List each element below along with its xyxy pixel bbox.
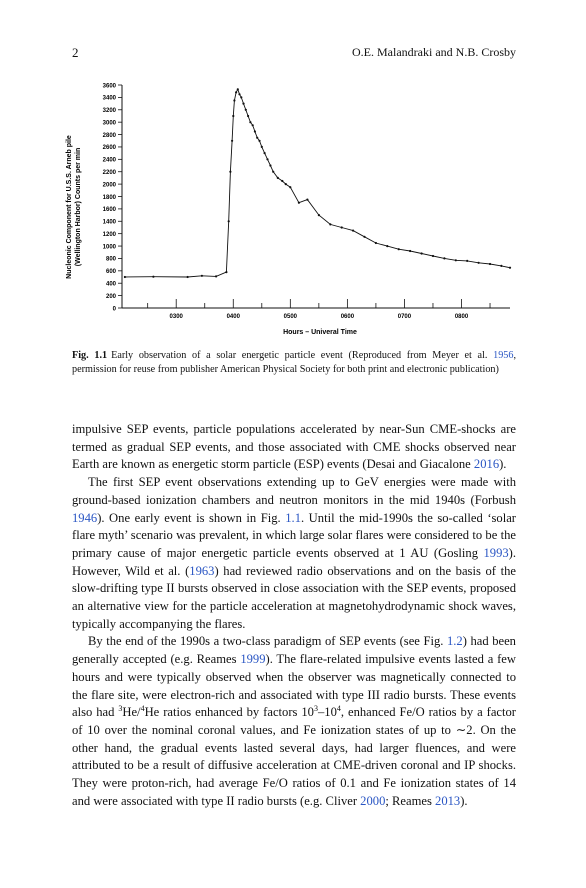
data-point: [232, 115, 234, 117]
y-tick-label: 200: [105, 293, 116, 300]
chart-series: [124, 88, 511, 278]
y-axis-ticks: [103, 83, 122, 312]
data-point: [238, 93, 240, 95]
figure-caption: [72, 349, 516, 377]
x-tick-label: 0500: [283, 314, 298, 320]
caption-label: Fig. 1.1: [72, 350, 108, 361]
data-point: [398, 248, 400, 250]
data-point: [225, 271, 227, 273]
data-point: [306, 199, 308, 201]
data-point: [363, 236, 365, 238]
x-axis-label: Hours – Univeral Time: [283, 329, 357, 336]
data-point: [269, 164, 271, 166]
y-tick-label: 1400: [102, 219, 116, 226]
data-point: [245, 109, 247, 111]
citation-link[interactable]: 2013: [435, 793, 461, 808]
y-tick-label: 1800: [102, 194, 116, 201]
data-point: [318, 214, 320, 216]
data-point: [201, 275, 203, 277]
paragraph-3: [72, 633, 516, 810]
paragraph-1-end: ).: [499, 457, 507, 472]
data-point: [229, 171, 231, 173]
paragraph-3-text: –10: [317, 705, 337, 720]
data-point: [281, 180, 283, 182]
data-point: [489, 263, 491, 265]
page-number: 2: [72, 45, 79, 60]
paragraph-1: [72, 421, 516, 474]
data-point: [228, 220, 230, 222]
data-point: [258, 140, 260, 142]
paragraph-3-text: ; Reames: [385, 793, 436, 808]
paragraph-2-text: The first SEP event observations extending up to GeV energies were made with ground-based ionization chambers and neutron monitors in the mid 1940s (Forbush: [72, 475, 516, 507]
data-point: [249, 121, 251, 123]
y-tick-label: 2600: [102, 145, 116, 152]
data-point: [289, 186, 291, 188]
data-point: [235, 91, 237, 93]
citation-link[interactable]: 1963: [189, 563, 215, 578]
caption-text: Early observation of a solar energetic particle event (Reproduced from Meyer et al.: [111, 350, 488, 361]
data-point: [500, 265, 502, 267]
data-point: [261, 146, 263, 148]
paragraph-3-text: He/: [122, 705, 141, 720]
y-tick-label: 2400: [102, 157, 116, 164]
data-point: [443, 257, 445, 259]
data-point: [466, 260, 468, 262]
x-axis-ticks: [148, 299, 490, 320]
data-point: [455, 259, 457, 261]
y-tick-label: 3000: [102, 120, 116, 127]
x-tick-label: 0700: [397, 314, 412, 320]
paragraph-3-text: By the end of the 1990s a two-class paradigm of SEP events (see Fig.: [88, 634, 447, 649]
y-tick-label: 3600: [102, 83, 116, 90]
data-point: [421, 252, 423, 254]
y-tick-label: 600: [105, 269, 116, 276]
y-tick-label: 2200: [102, 170, 116, 177]
data-point: [329, 223, 331, 225]
citation-link[interactable]: 2016: [473, 457, 500, 472]
y-tick-label: 800: [105, 256, 116, 263]
figure-reference-link[interactable]: 1.2: [446, 634, 463, 649]
caption-citation-link[interactable]: 1956: [493, 350, 514, 361]
citation-link[interactable]: 1999: [240, 652, 266, 667]
paragraph-1-text: impulsive SEP events, particle populations accelerated by near-Sun CME-shocks are termed as gradual SEP events, and those associated with CME shocks observed near Earth are known as energetic storm particle (ESP) events (Desai and Giacalone: [72, 422, 516, 472]
chart-axes: [122, 85, 510, 308]
data-point: [272, 171, 274, 173]
x-tick-label: 0600: [340, 314, 355, 320]
figure-chart: [60, 78, 520, 340]
paragraph-2-text: ). However, Wild et al. (: [72, 545, 516, 578]
y-tick-label: 1200: [102, 231, 116, 238]
paragraph-3-text: He ratios enhanced by factors 10: [144, 705, 314, 720]
x-tick-label: 0800: [454, 314, 469, 320]
data-point: [254, 130, 256, 132]
data-point: [237, 88, 239, 90]
data-point: [264, 152, 266, 154]
paragraph-2-text: ). One early event is shown in Fig.: [97, 510, 286, 525]
data-point: [277, 177, 279, 179]
y-tick-label: 3400: [102, 95, 116, 102]
paragraph-3-text: ). The flare-related impulsive events lasted a few hours and were typically observed when the observer was magnetically connected to the flare site, were electron-rich and associated with type III radio bursts. These events also had: [72, 652, 516, 720]
y-tick-label: 2800: [102, 132, 116, 139]
body-text: [72, 421, 516, 810]
data-point: [266, 158, 268, 160]
figure-reference-link[interactable]: 1.1: [285, 510, 301, 525]
citation-link[interactable]: 2000: [360, 793, 386, 808]
paragraph-2: [72, 474, 516, 633]
paragraph-2-text: . Until the mid-1990s the so-called ‘solar flare myth’ scenario was prevalent, in which large solar flares were considered to be the primary cause of major energetic particle events observed at 1 AU (Gosling: [72, 510, 517, 560]
data-point: [341, 226, 343, 228]
caption-text-end: , permission for reuse from publisher American Physical Society for both print and electronic publication): [72, 350, 517, 375]
data-point: [242, 103, 244, 105]
data-point: [478, 262, 480, 264]
running-head: O.E. Malandraki and N.B. Crosby: [352, 45, 516, 59]
data-point: [240, 96, 242, 98]
data-point: [509, 267, 511, 269]
y-tick-label: 1000: [102, 244, 116, 251]
y-tick-label: 1600: [102, 207, 116, 214]
superscript: 4: [336, 704, 341, 714]
data-point: [252, 124, 254, 126]
data-point: [187, 276, 189, 278]
paragraph-3-text: ).: [460, 793, 468, 808]
data-point: [231, 140, 233, 142]
data-point: [233, 99, 235, 101]
superscript: 3: [118, 704, 123, 714]
data-point: [409, 250, 411, 252]
data-point: [298, 202, 300, 204]
data-point: [375, 242, 377, 244]
x-tick-label: 0400: [226, 314, 240, 320]
citation-link[interactable]: 1946: [72, 510, 98, 525]
paragraph-3-text: , enhanced Fe/O ratios by a factor of 10 over the nominal coronal values, and Fe ionization states of up to ∼2. On the other hand, the gradual events lasted several days, had larger fluences, and were attributed to be a result of diffusive acceleration at CME-driven coronal and IP shocks. They were proton-rich, had average Fe/O ratios of 0.1 and Fe ionization states of 14 and were associated with type II radio bursts (e.g. Cliver: [72, 705, 516, 808]
citation-link[interactable]: 1993: [483, 545, 509, 560]
superscript: 3: [313, 704, 318, 714]
data-point: [285, 183, 287, 185]
data-point: [432, 255, 434, 257]
data-point: [152, 276, 154, 278]
y-tick-label: 0: [112, 306, 116, 313]
data-point: [256, 137, 258, 139]
data-point: [386, 245, 388, 247]
y-tick-label: 400: [105, 281, 116, 288]
y-tick-label: 3200: [102, 108, 116, 115]
data-point: [352, 230, 354, 232]
data-point: [247, 115, 249, 117]
y-axis-label-line2: (Wellington Harbor) Counts per min: [75, 147, 82, 267]
y-tick-label: 2000: [102, 182, 116, 189]
y-axis-label-line1: Nucleonic Component for U.S.S. Arneb pile: [66, 135, 73, 279]
data-line: [125, 89, 510, 277]
superscript: 4: [140, 704, 145, 714]
data-point: [215, 275, 217, 277]
paragraph-2-text: ) had reviewed radio observations and on the basis of the slow-drifting type II bursts observed in close association with the SEP events, proposed an alternative view for the particle acceleration at magnetohydrodynamic shock waves, typically accompanying the flares.: [72, 563, 516, 631]
data-point: [124, 276, 126, 278]
x-tick-label: 0300: [169, 314, 183, 320]
paragraph-3-text: ) had been generally accepted (e.g. Reames: [72, 634, 516, 667]
